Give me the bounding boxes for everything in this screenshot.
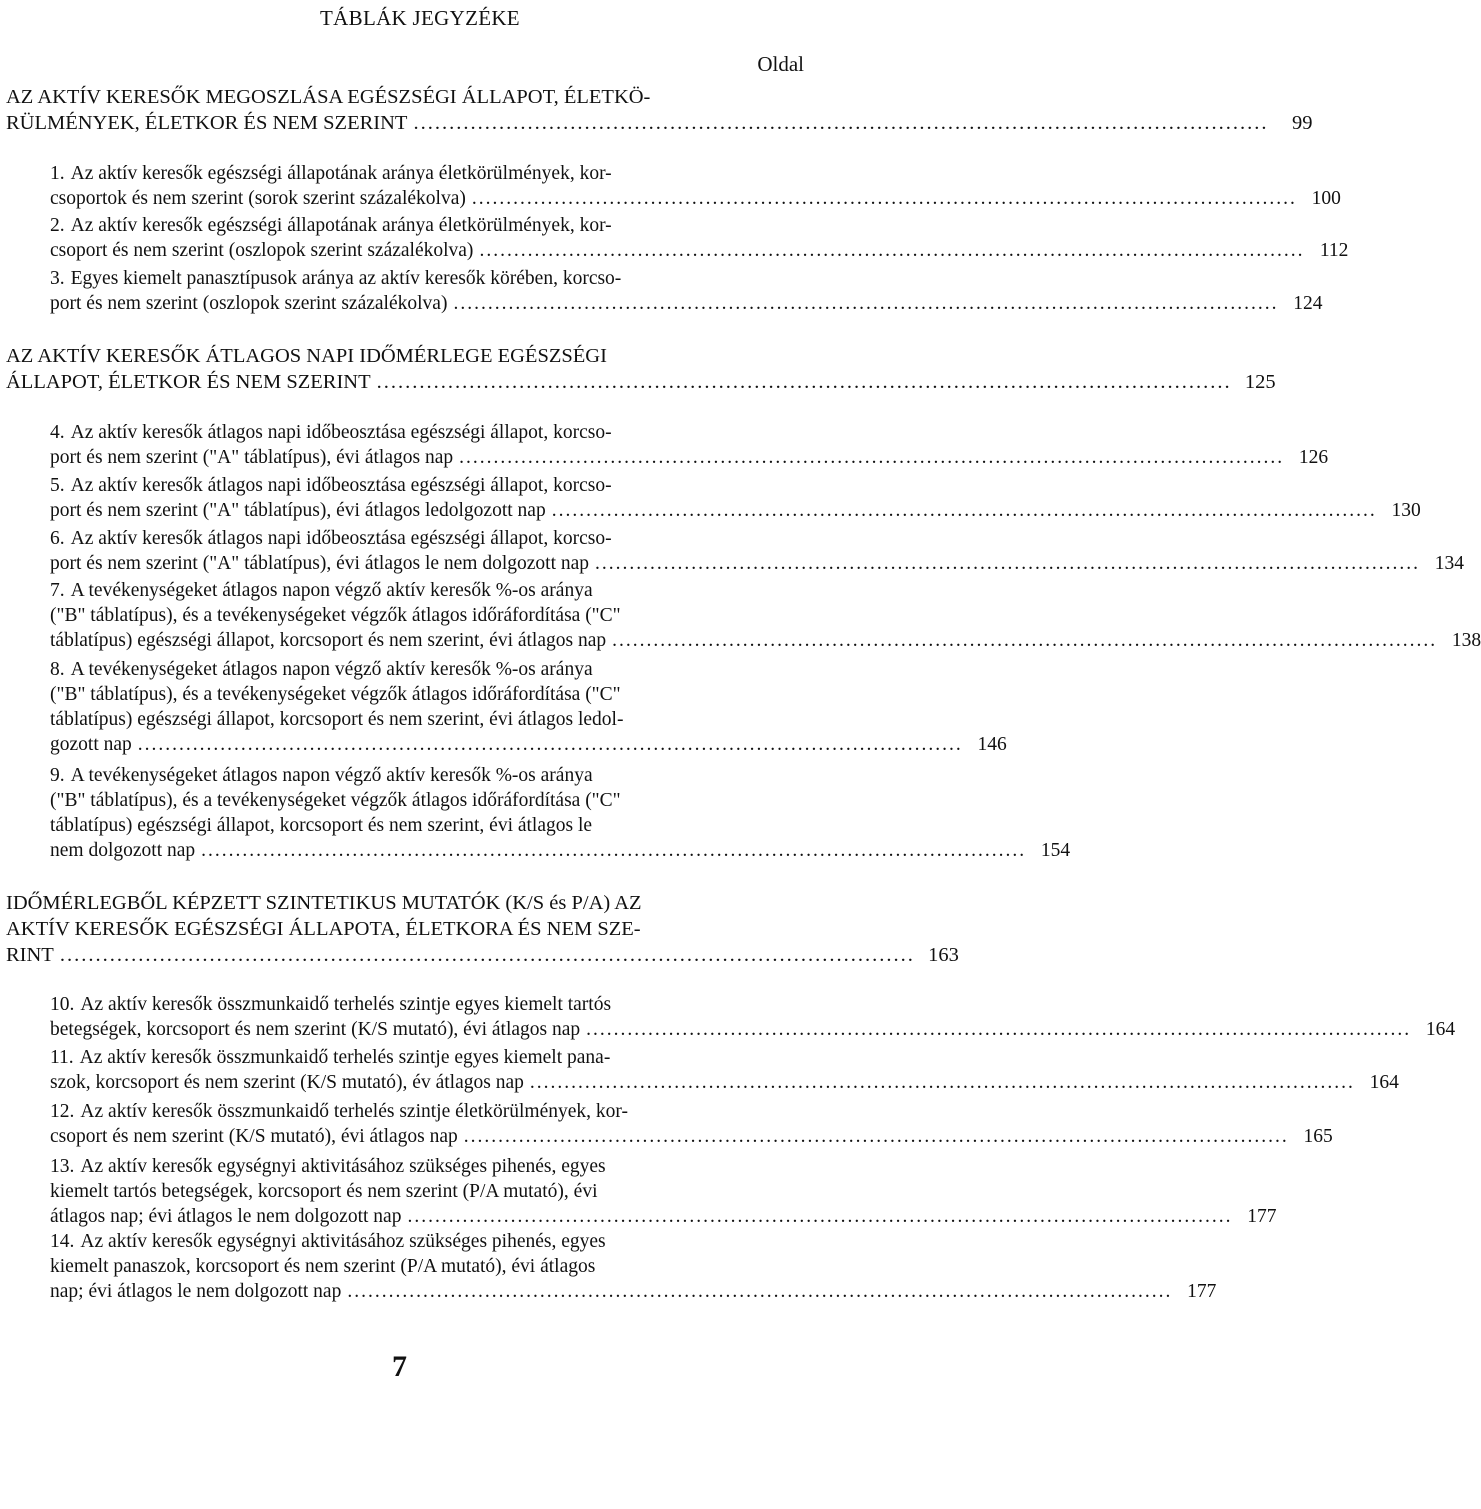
toc-entry <box>50 1154 1277 1229</box>
page-title: TÁBLÁK JEGYZÉKE <box>320 6 520 30</box>
entry-number: 2. <box>50 215 65 236</box>
page-number: 138 <box>1451 630 1481 651</box>
dot-leader: ........................................................................................................................ <box>201 840 1027 861</box>
entry-number: 1. <box>50 163 65 184</box>
toc-entry <box>50 213 1349 263</box>
entry-text: A tevékenységeket átlagos napon végző aktív keresők %-os aránya <box>70 659 593 680</box>
dot-leader: ........................................................................................................................ <box>347 1281 1173 1302</box>
dot-leader: ........................................................................................................................ <box>529 1072 1355 1093</box>
entry-text: ("B" táblatípus), és a tevékenységeket végzők átlagos időráfordítása ("C" <box>50 790 621 811</box>
dot-leader: ........................................................................................................................ <box>413 112 1269 134</box>
page-number: 163 <box>928 944 959 966</box>
entry-text: nap; évi átlagos le nem dolgozott nap <box>50 1281 342 1302</box>
entry-text: csoport és nem szerint (oszlopok szerint százalékolva) <box>50 240 474 261</box>
entry-text: táblatípus) egészségi állapot, korcsoport és nem szerint, évi átlagos nap <box>50 630 607 651</box>
dot-leader: ........................................................................................................................ <box>59 944 915 966</box>
entry-number: 5. <box>50 475 65 496</box>
entry-number: 10. <box>50 994 75 1015</box>
toc-entry <box>50 992 1456 1042</box>
page-number: 126 <box>1298 447 1329 468</box>
dot-leader: ........................................................................................................................ <box>463 1126 1289 1147</box>
section-heading-text: RÜLMÉNYEK, ÉLETKOR ÉS NEM SZERINT <box>6 112 408 134</box>
entry-text: szok, korcsoport és nem szerint (K/S mutató), év átlagos nap <box>50 1072 524 1093</box>
entry-text: kiemelt panaszok, korcsoport és nem szerint (P/A mutató), évi átlagos <box>50 1256 596 1277</box>
page-number: 164 <box>1369 1072 1399 1093</box>
dot-leader: ........................................................................................................................ <box>586 1019 1412 1040</box>
dot-leader: ........................................................................................................................ <box>376 371 1232 393</box>
entry-number: 3. <box>50 268 65 289</box>
section-heading-line: AZ AKTÍV KERESŐK MEGOSZLÁSA EGÉSZSÉGI ÁLLAPOT, ÉLETKÖ- <box>6 86 651 108</box>
entry-number: 4. <box>50 422 65 443</box>
toc-entry <box>50 578 1481 653</box>
section-heading <box>6 84 1313 136</box>
dot-leader: ........................................................................................................................ <box>471 188 1297 209</box>
entry-text: A tevékenységeket átlagos napon végző aktív keresők %-os aránya <box>70 580 593 601</box>
entry-number: 9. <box>50 765 65 786</box>
entry-text: Az aktív keresők összmunkaidő terhelés szintje egyes kiemelt pana- <box>79 1047 611 1068</box>
entry-number: 11. <box>50 1047 74 1068</box>
entry-text: csoport és nem szerint (K/S mutató), évi átlagos nap <box>50 1126 458 1147</box>
dot-leader: ........................................................................................................................ <box>612 630 1438 651</box>
entry-text: Az aktív keresők egységnyi aktivitásához szükséges pihenés, egyes <box>80 1231 606 1252</box>
entry-text: betegségek, korcsoport és nem szerint (K/S mutató), évi átlagos nap <box>50 1019 581 1040</box>
entry-text: Az aktív keresők átlagos napi időbeosztása egészségi állapot, korcso- <box>70 528 612 549</box>
entry-text: csoportok és nem szerint (sorok szerint százalékolva) <box>50 188 466 209</box>
toc-entry <box>50 161 1341 211</box>
toc-entry <box>50 473 1421 523</box>
entry-text: Az aktív keresők átlagos napi időbeosztása egészségi állapot, korcso- <box>70 475 612 496</box>
page-number: 177 <box>1247 1206 1277 1227</box>
dot-leader: ........................................................................................................................ <box>459 447 1285 468</box>
toc-entry <box>50 763 1071 863</box>
entry-text: A tevékenységeket átlagos napon végző aktív keresők %-os aránya <box>70 765 593 786</box>
entry-text: port és nem szerint ("A" táblatípus), évi átlagos ledolgozott nap <box>50 500 546 521</box>
entry-text: port és nem szerint (oszlopok szerint százalékolva) <box>50 293 448 314</box>
toc-entry <box>50 1229 1217 1304</box>
page-number: 146 <box>977 734 1007 755</box>
section-heading-line: IDŐMÉRLEGBŐL KÉPZETT SZINTETIKUS MUTATÓK (K/S és P/A) AZ <box>6 892 642 914</box>
section-heading-last-line <box>6 942 959 968</box>
dot-leader: ........................................................................................................................ <box>551 500 1377 521</box>
page-number: 177 <box>1187 1281 1217 1302</box>
toc-entry <box>50 526 1465 576</box>
entry-text: Az aktív keresők egészségi állapotának aránya életkörülmények, kor- <box>70 163 612 184</box>
section-heading-text: RINT <box>6 944 54 966</box>
entry-text: Egyes kiemelt panasztípusok aránya az aktív keresők körében, korcso- <box>70 268 622 289</box>
dot-leader: ........................................................................................................................ <box>595 553 1421 574</box>
page-number: 164 <box>1425 1019 1456 1040</box>
page-number: 165 <box>1303 1126 1333 1147</box>
entry-text: táblatípus) egészségi állapot, korcsoport és nem szerint, évi átlagos le <box>50 815 593 836</box>
entry-text: átlagos nap; évi átlagos le nem dolgozott nap <box>50 1206 402 1227</box>
page-number: 134 <box>1434 553 1465 574</box>
toc-entry <box>50 657 1007 757</box>
entry-text: táblatípus) egészségi állapot, korcsoport és nem szerint, évi átlagos ledol- <box>50 709 624 730</box>
entry-text: Az aktív keresők átlagos napi időbeosztása egészségi állapot, korcso- <box>70 422 612 443</box>
entry-number: 12. <box>50 1101 75 1122</box>
page-number: 99 <box>1291 112 1313 134</box>
page-column-header: Oldal <box>757 52 804 76</box>
entry-text: Az aktív keresők egészségi állapotának aránya életkörülmények, kor- <box>70 215 612 236</box>
dot-leader: ........................................................................................................................ <box>137 734 963 755</box>
entry-text: ("B" táblatípus), és a tevékenységeket végzők átlagos időráfordítása ("C" <box>50 605 621 626</box>
section-heading <box>6 890 959 968</box>
page-number: 130 <box>1391 500 1421 521</box>
entry-number: 6. <box>50 528 65 549</box>
toc-entry <box>50 266 1323 316</box>
entry-number: 8. <box>50 659 65 680</box>
dot-leader: ........................................................................................................................ <box>479 240 1305 261</box>
entry-number: 13. <box>50 1156 75 1177</box>
section-heading-line: AZ AKTÍV KERESŐK ÁTLAGOS NAPI IDŐMÉRLEGE EGÉSZSÉGI <box>6 345 607 367</box>
dot-leader: ........................................................................................................................ <box>453 293 1279 314</box>
entry-number: 14. <box>50 1231 75 1252</box>
page-number: 125 <box>1244 371 1276 393</box>
entry-text: gozott nap <box>50 734 132 755</box>
section-heading-last-line <box>6 369 1276 395</box>
entry-text: port és nem szerint ("A" táblatípus), évi átlagos le nem dolgozott nap <box>50 553 590 574</box>
entry-text: Az aktív keresők összmunkaidő terhelés szintje életkörülmények, kor- <box>80 1101 628 1122</box>
page-number: 124 <box>1293 293 1323 314</box>
entry-text: Az aktív keresők összmunkaidő terhelés szintje egyes kiemelt tartós <box>80 994 612 1015</box>
section-heading-line: AKTÍV KERESŐK EGÉSZSÉGI ÁLLAPOTA, ÉLETKORA ÉS NEM SZE- <box>6 918 641 940</box>
entry-text: ("B" táblatípus), és a tevékenységeket végzők átlagos időráfordítása ("C" <box>50 684 621 705</box>
toc-entry <box>50 1099 1333 1149</box>
entry-text: port és nem szerint ("A" táblatípus), évi átlagos nap <box>50 447 454 468</box>
entry-text: kiemelt tartós betegségek, korcsoport és nem szerint (P/A mutató), évi <box>50 1181 598 1202</box>
page-number: 112 <box>1319 240 1349 261</box>
entry-text: Az aktív keresők egységnyi aktivitásához szükséges pihenés, egyes <box>80 1156 606 1177</box>
toc-entry <box>50 420 1329 470</box>
section-heading-text: ÁLLAPOT, ÉLETKOR ÉS NEM SZERINT <box>6 371 371 393</box>
toc-entry <box>50 1045 1399 1095</box>
entry-number: 7. <box>50 580 65 601</box>
dot-leader: ........................................................................................................................ <box>407 1206 1233 1227</box>
page-number: 154 <box>1040 840 1071 861</box>
section-heading-last-line <box>6 110 1313 136</box>
entry-text: nem dolgozott nap <box>50 840 196 861</box>
page-footer-number: 7 <box>392 1350 407 1383</box>
page-number: 100 <box>1311 188 1341 209</box>
section-heading <box>6 343 1276 395</box>
